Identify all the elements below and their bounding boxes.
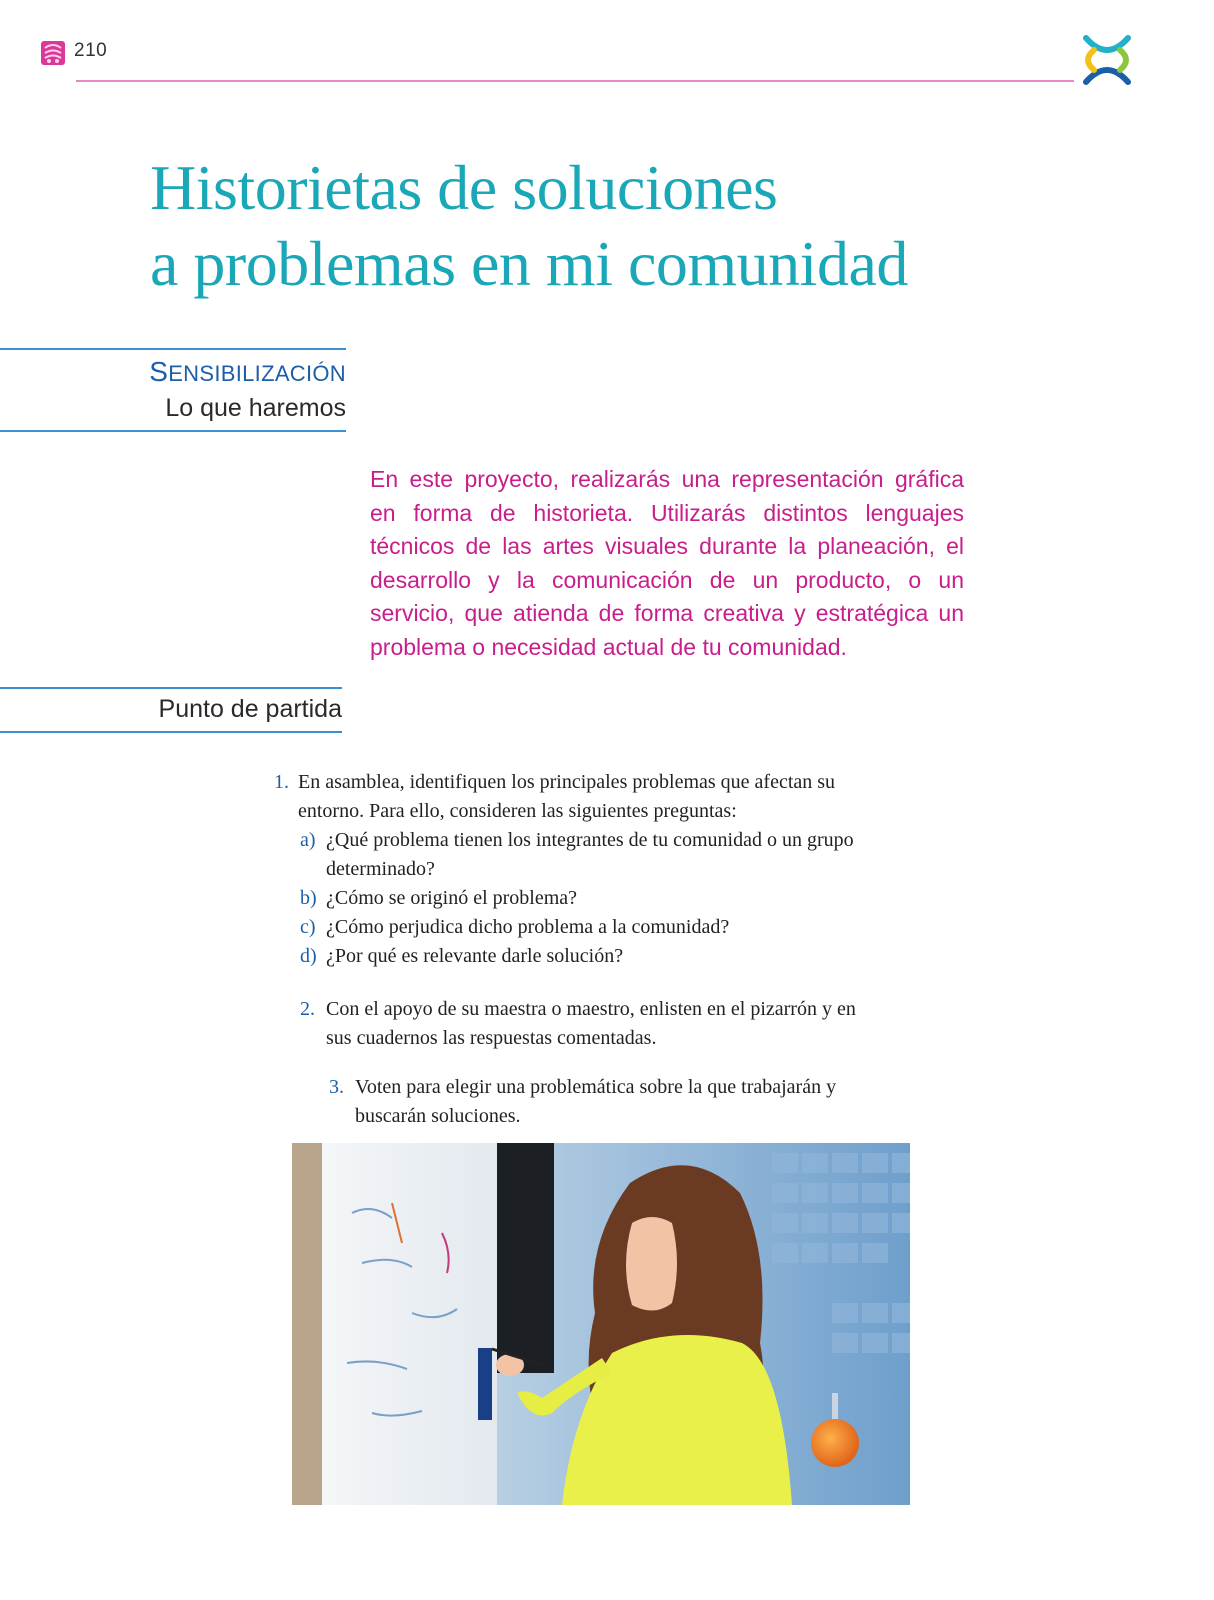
colorful-knot-logo-icon — [1080, 32, 1134, 88]
sub-question — [300, 942, 882, 971]
section-label — [149, 356, 346, 388]
section-subheading: Lo que haremos — [165, 394, 346, 422]
sub-question-text: ¿Cómo se originó el problema? — [326, 887, 578, 909]
page-number: 210 — [74, 40, 108, 61]
title-line-2: a problemas en mi comunidad — [150, 228, 908, 299]
item-number: 1. — [274, 771, 289, 793]
starting-point-rule-bottom — [0, 731, 342, 733]
item-text: Voten para elegir una problemática sobre la que trabajarán y buscarán soluciones. — [355, 1076, 837, 1127]
header-divider — [76, 80, 1074, 82]
item-number: 3. — [329, 1076, 344, 1098]
title-line-1: Historietas de soluciones — [150, 152, 778, 223]
item-text: En asamblea, identifiquen los principales problemas que afectan su entorno. Para ello, consideren las siguientes preguntas: — [298, 771, 836, 822]
section-rule-bottom — [0, 430, 346, 432]
sub-question-text: ¿Qué problema tienen los integrantes de tu comunidad o un grupo determinado? — [326, 829, 854, 880]
list-item — [329, 1073, 881, 1131]
section-rule-top — [0, 348, 346, 350]
item-text: Con el apoyo de su maestra o maestro, enlisten en el pizarrón y en sus cuadernos las respuestas comentadas. — [326, 998, 856, 1049]
sub-question — [300, 913, 882, 942]
intro-paragraph: En este proyecto, realizarás una representación gráfica en forma de historieta. Utilizarás distintos lenguajes técnicos de las artes visuales durante la planeación, el desarrollo y la comunicación de un producto, o un servicio, que atienda de forma creativa y estratégica un problema o necesidad actual de tu comunidad. — [370, 466, 964, 660]
pink-glyph-icon — [40, 40, 66, 66]
list-item — [300, 995, 882, 1053]
section-label-rest: ENSIBILIZACIÓN — [168, 361, 346, 386]
section-label-initial: S — [149, 356, 169, 387]
sub-question — [300, 884, 882, 913]
list-item — [274, 768, 878, 826]
student-writing-on-whiteboard-photo — [292, 1143, 910, 1505]
sub-question-letter: d) — [300, 945, 317, 967]
sub-question-letter: a) — [300, 829, 316, 851]
sub-question-letter: c) — [300, 916, 316, 938]
sub-question — [300, 826, 882, 884]
sub-question-text: ¿Cómo perjudica dicho problema a la comunidad? — [326, 916, 730, 938]
starting-point-rule-top — [0, 687, 342, 689]
sub-question-letter: b) — [300, 887, 317, 909]
sub-question-list — [300, 826, 882, 971]
starting-point-heading: Punto de partida — [158, 695, 342, 723]
item-number: 2. — [300, 998, 315, 1020]
page-title — [150, 150, 1050, 302]
sub-question-text: ¿Por qué es relevante darle solución? — [326, 945, 624, 967]
